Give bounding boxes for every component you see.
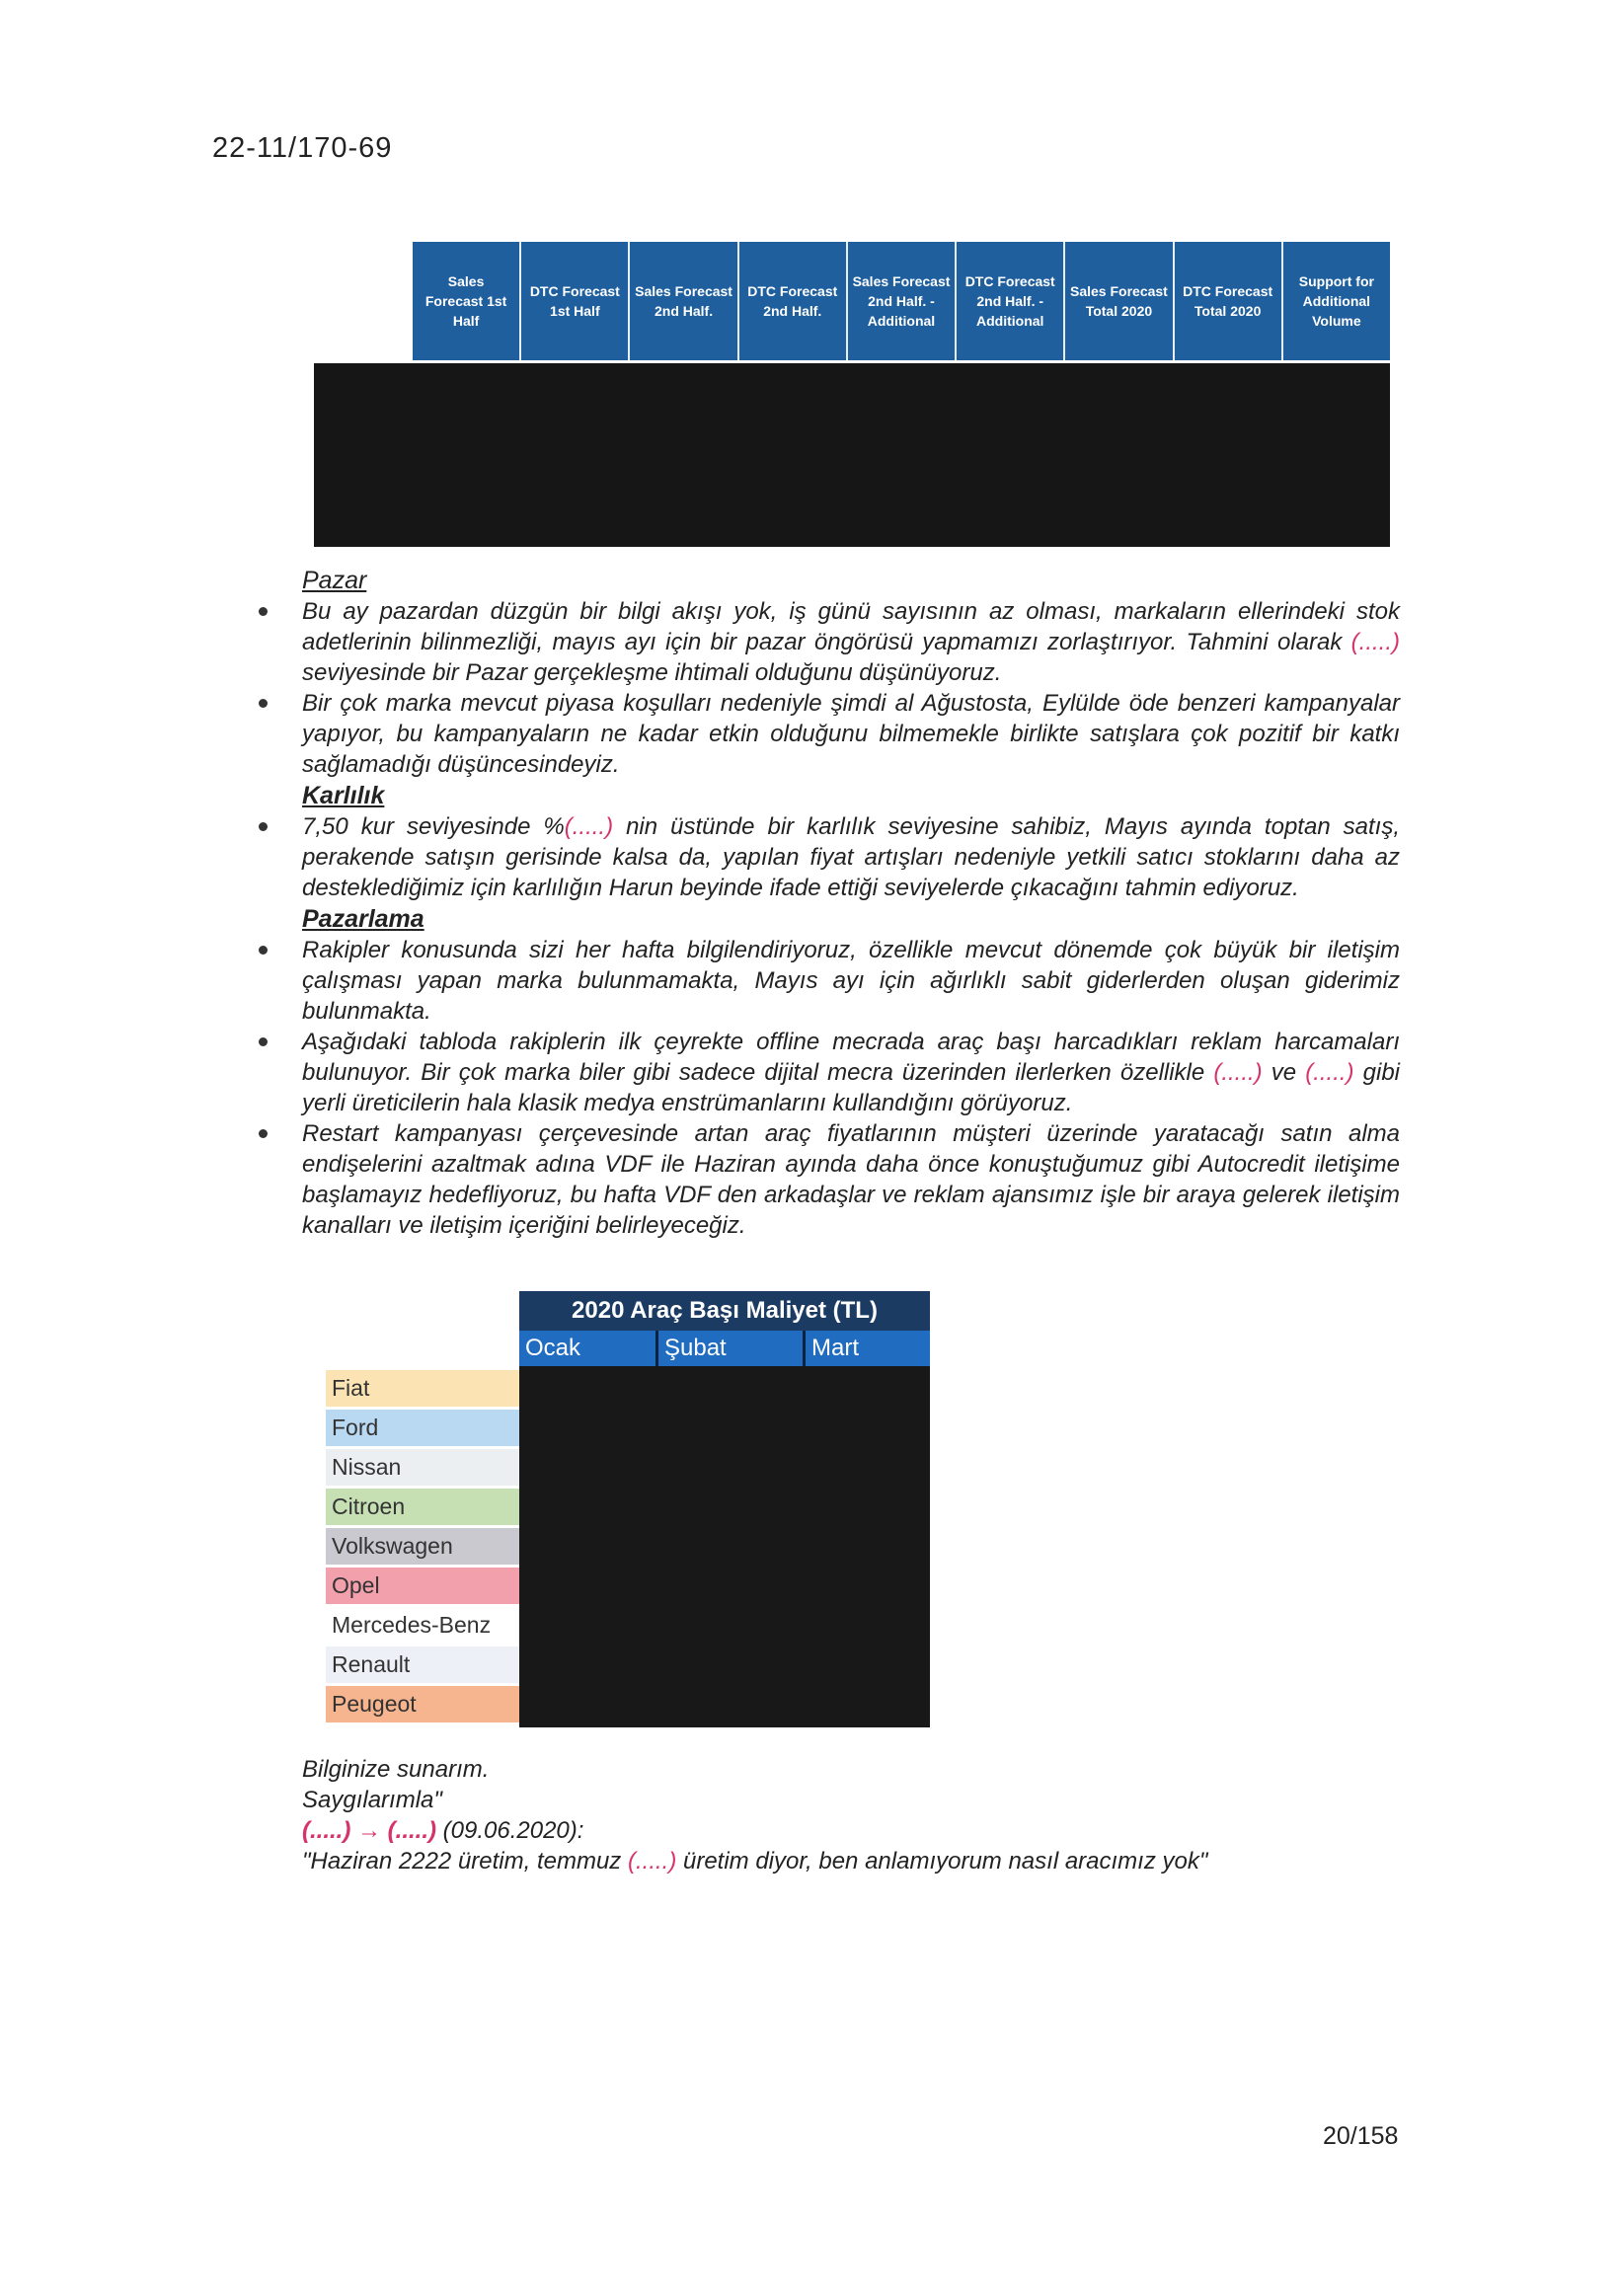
redaction-mark: (.....): [627, 1848, 677, 1875]
forecast-header-cell: DTC Forecast 2nd Half.: [739, 242, 848, 360]
brand-list: [326, 1370, 519, 1725]
brand-row: Nissan: [326, 1449, 519, 1486]
redaction-mark: (.....): [302, 1817, 351, 1844]
list-item: Bu ay pazardan düzgün bir bilgi akışı yok, iş günü sayısının az olması, markaların ellerindeki stok adetlerinin bilinmezliği, mayıs ayı için bir pazar öngörüsü yapmamızı zorlaştırıyor. Tahmini olarak (.....) seviyesinde bir Pazar gerçekleşme ihtimali olduğunu düşünüyoruz.: [302, 596, 1400, 688]
list-item: Bir çok marka mevcut piyasa koşulları nedeniyle şimdi al Ağustosta, Eylülde öde benzeri kampanyalar yapıyor, bu kampanyaların ne kadar etkin olduğunu bilmemekle birlikte satışlara çok pozitif bir katkı sağlamadığı düşüncesindeyiz.: [302, 688, 1400, 780]
cost-table-redacted-body: [519, 1366, 930, 1727]
brand-row: Fiat: [326, 1370, 519, 1407]
forecast-header-cell: DTC Forecast Total 2020: [1175, 242, 1283, 360]
brand-row: Ford: [326, 1410, 519, 1446]
arrow-icon: →: [350, 1817, 388, 1844]
forecast-header-cell: Sales Forecast 2nd Half. - Additional: [848, 242, 957, 360]
brand-row: Opel: [326, 1568, 519, 1604]
brand-row: Renault: [326, 1646, 519, 1683]
report-body: [302, 565, 1400, 1241]
pazar-bullets: [302, 596, 1400, 780]
redaction-mark: (.....): [1305, 1059, 1354, 1086]
forecast-header-cell: DTC Forecast 2nd Half. - Additional: [957, 242, 1065, 360]
brand-row: Mercedes-Benz: [326, 1607, 519, 1644]
cost-table-columns: [519, 1331, 930, 1366]
forecast-table-header: [413, 242, 1390, 360]
brand-row: Peugeot: [326, 1686, 519, 1722]
pazarlama-bullets: [302, 935, 1400, 1241]
redaction-mark: (.....): [1213, 1059, 1263, 1086]
forecast-header-cell: Sales Forecast 1st Half: [413, 242, 521, 360]
message-header: (.....) → (.....) (09.06.2020):: [302, 1817, 584, 1844]
month-column-header: Mart: [803, 1331, 930, 1366]
forecast-table-redacted-body: [314, 363, 1390, 547]
forecast-header-cell: Sales Forecast Total 2020: [1065, 242, 1174, 360]
list-item: Aşağıdaki tabloda rakiplerin ilk çeyrekte offline mecrada araç başı harcadıkları reklam harcamaları bulunuyor. Bir çok marka biler gibi sadece dijital mecra üzerinden ilerlerken özellikle (.....) ve (.....) gibi yerli üreticilerin hala klasik medya enstrümanlarını kullandığını görüyoruz.: [302, 1027, 1400, 1118]
closing-block: [302, 1754, 1400, 1876]
redaction-mark: (.....): [1350, 629, 1400, 655]
quoted-message: "Haziran 2222 üretim, temmuz (.....) üretim diyor, ben anlamıyorum nasıl aracımız yok": [302, 1848, 1208, 1875]
month-column-header: Ocak: [525, 1335, 581, 1361]
bullet-icon: [259, 1037, 268, 1046]
section-heading-karlilik: Karlılık: [302, 782, 385, 809]
bullet-icon: [259, 607, 268, 616]
month-column-header: Şubat: [655, 1331, 803, 1366]
list-item: 7,50 kur seviyesinde %(.....) nin üstünde bir karlılık seviyesine sahibiz, Mayıs ayında toptan satış, perakende satışın gerisinde kalsa da, yapılan fiyat artışları nedeniyle yetkili satıcı stoklarını daha az desteklediğimiz için karlılığın Harun beyinde ifade ettiği seviyelerde çıkacağını tahmin ediyoruz.: [302, 811, 1400, 903]
list-item: Restart kampanyası çerçevesinde artan araç fiyatlarının müşteri üzerinde yaratacağı satın alma endişelerini azaltmak adına VDF ile Haziran ayında daha önce konuştuğumuz gibi Autocredit iletişime başlamayız hedefliyoruz, bu hafta VDF den arkadaşlar ve reklam ajansımız işle bir araya gelerek iletişim kanalları ve iletişim içeriğini belirleyeceğiz.: [302, 1118, 1400, 1241]
bullet-icon: [259, 1129, 268, 1138]
brand-row: Volkswagen: [326, 1528, 519, 1565]
list-item: Rakipler konusunda sizi her hafta bilgilendiriyoruz, özellikle mevcut dönemde çok büyük bir iletişim çalışması yapan marka bulunmamakta, Mayıs ayı için ağırlıklı sabit giderlerden oluşan giderimiz bulunmakta.: [302, 935, 1400, 1027]
forecast-header-cell: DTC Forecast 1st Half: [521, 242, 630, 360]
document-id: 22-11/170-69: [212, 132, 393, 164]
redaction-mark: (.....): [387, 1817, 436, 1844]
bullet-icon: [259, 946, 268, 955]
cost-table-title: 2020 Araç Başı Maliyet (TL): [519, 1291, 930, 1331]
bullet-icon: [259, 822, 268, 831]
bullet-icon: [259, 699, 268, 708]
closing-line: Bilginize sunarım.: [302, 1756, 490, 1783]
karlilik-bullets: [302, 811, 1400, 903]
closing-line: Saygılarımla": [302, 1787, 442, 1813]
forecast-header-cell: Support for Additional Volume: [1298, 273, 1374, 329]
brand-row: Citroen: [326, 1489, 519, 1525]
forecast-header-cell: Sales Forecast 2nd Half.: [630, 242, 738, 360]
redaction-mark: (.....): [564, 813, 614, 840]
section-heading-pazar: Pazar: [302, 567, 367, 594]
section-heading-pazarlama: Pazarlama: [302, 905, 424, 933]
page-number: 20/158: [1323, 2122, 1399, 2150]
